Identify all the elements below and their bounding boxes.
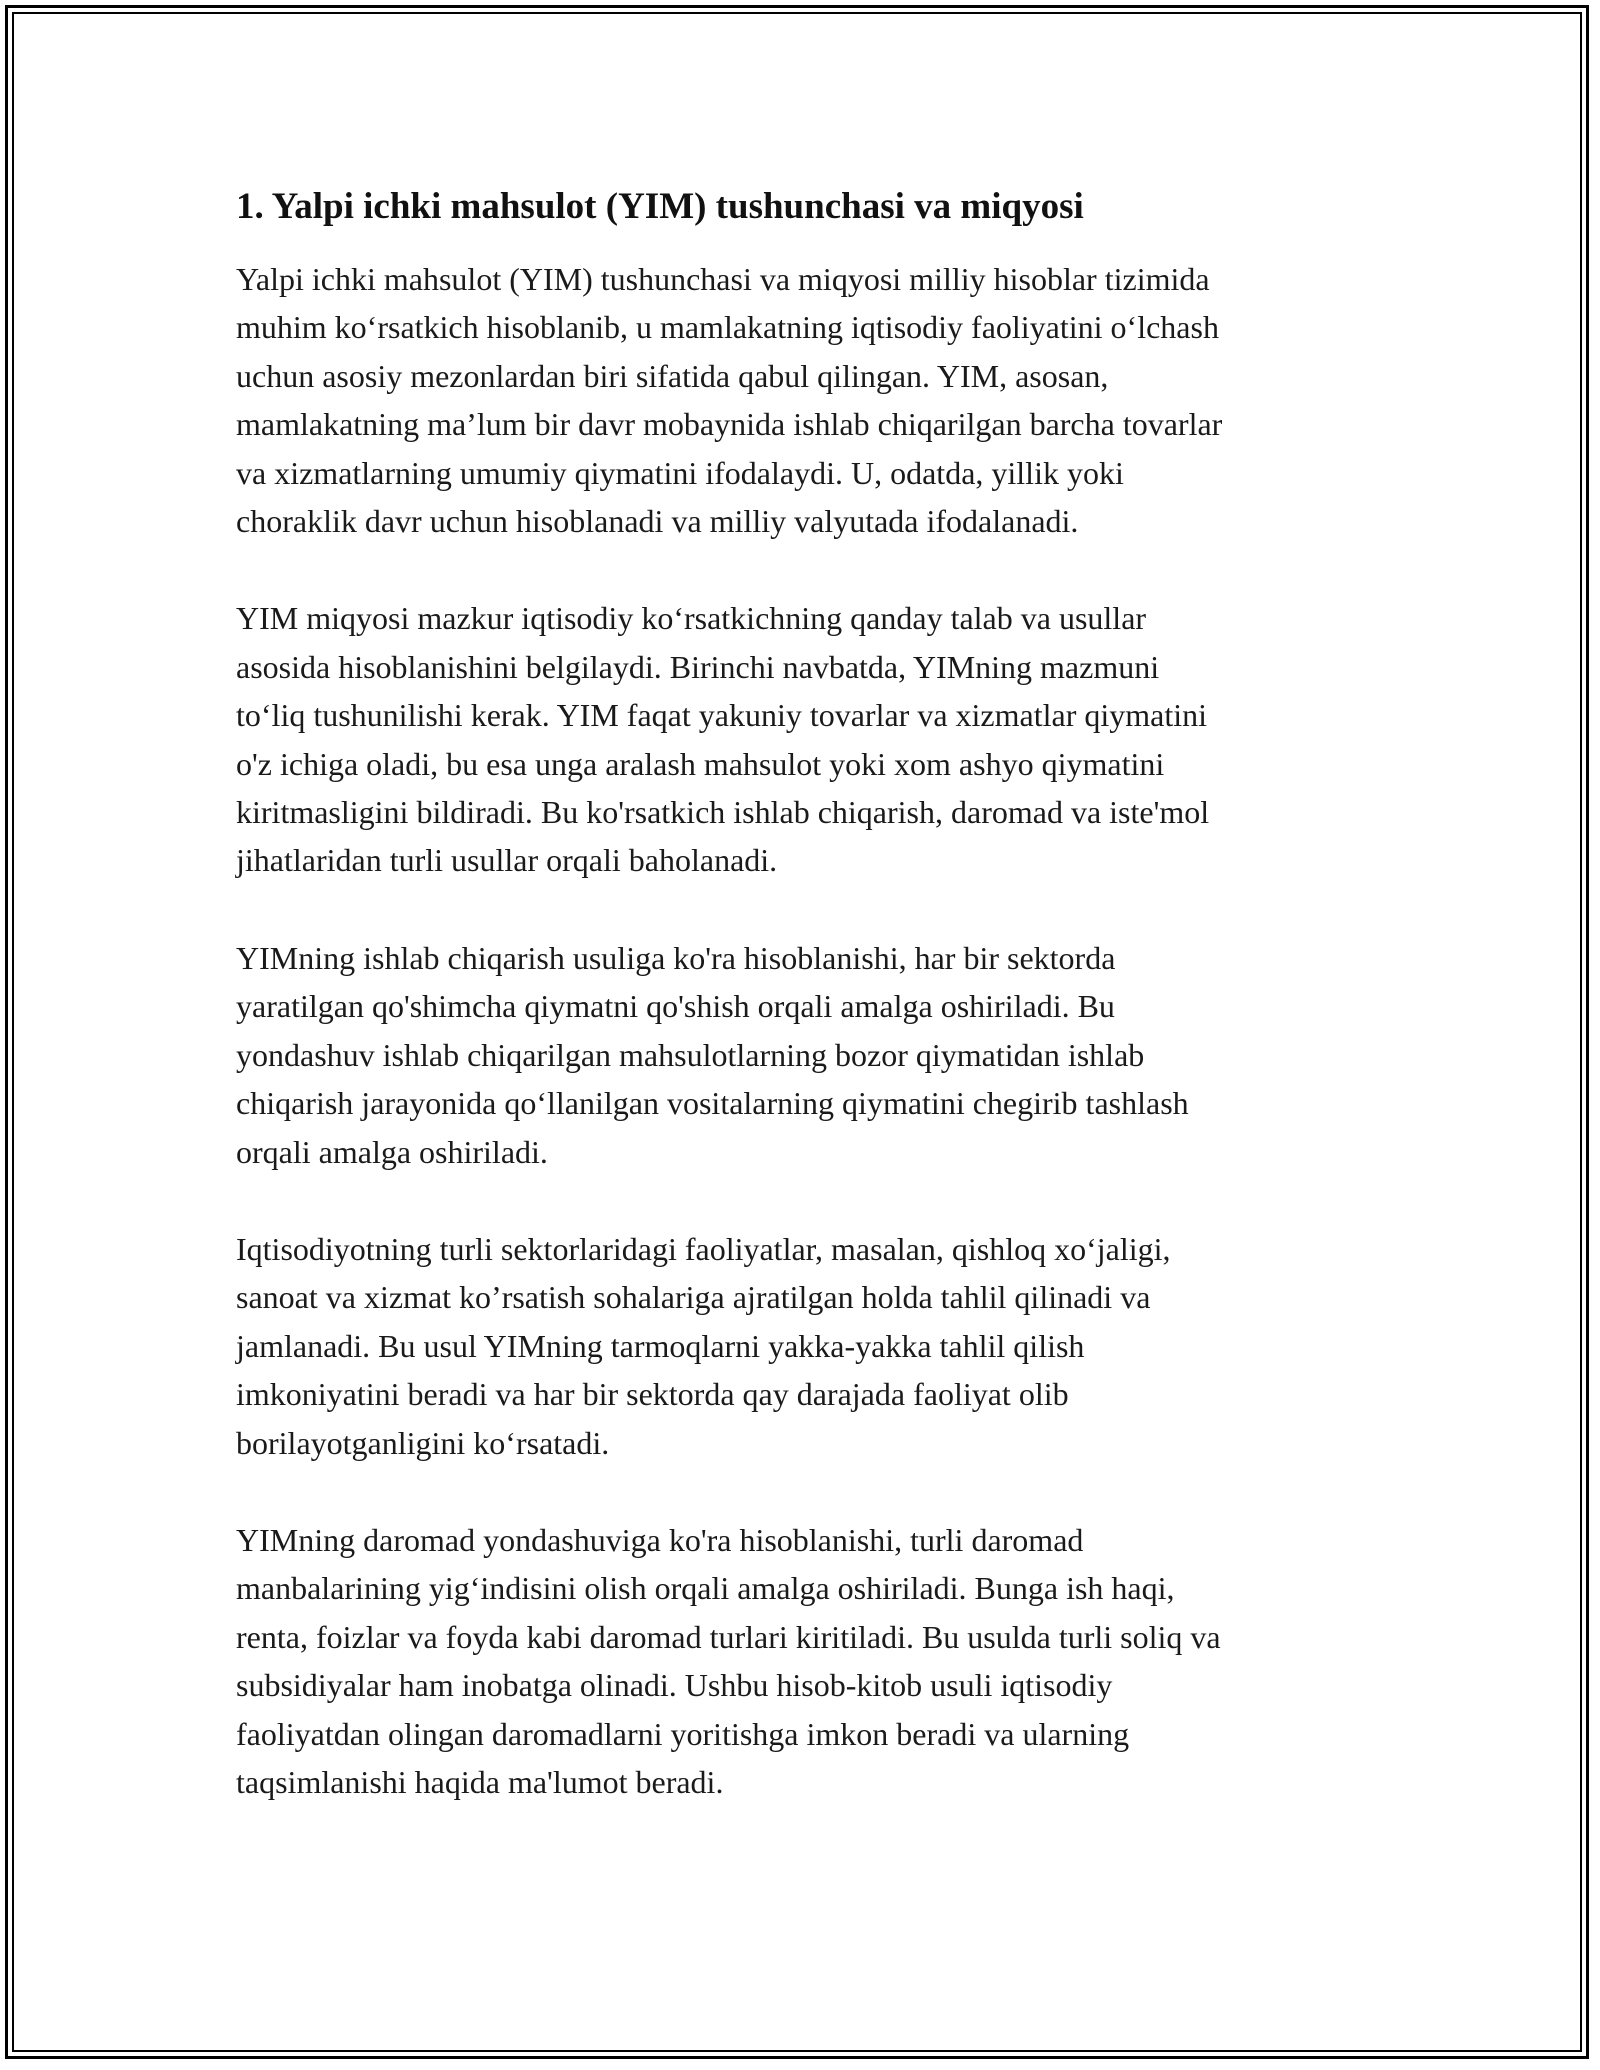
paragraph-1: Yalpi ichki mahsulot (YIM) tushunchasi va miqyosi milliy hisoblar tizimida muhim ko‘rsatkich hisoblanib, u mamlakatning iqtisodiy faoliyatini o‘lchash uchun asosiy mezonlardan biri sifatida qabul qilingan. YIM, asosan, mamlakatning ma’lum bir davr mobaynida ishlab chiqarilgan barcha tovarlar va xizmatlarning umumiy qiymatini ifodalaydi. U, odatda, yillik yoki choraklik davr uchun hisoblanadi va milliy valyutada ifodalanadi. <box>236 261 1223 540</box>
paragraph-2: YIM miqyosi mazkur iqtisodiy ko‘rsatkichning qanday talab va usullar asosida hisoblanishini belgilaydi. Birinchi navbatda, YIMning mazmuni to‘liq tushunilishi kerak. YIM faqat yakuniy tovarlar va xizmatlar qiymatini o'z ichiga oladi, bu esa unga aralash mahsulot yoki xom ashyo qiymatini kiritmasligini bildiradi. Bu ko'rsatkich ishlab chiqarish, daromad va iste'mol jihatlaridan turli usullar orqali baholanadi. <box>236 600 1210 879</box>
paragraph-4: Iqtisodiyotning turli sektorlaridagi faoliyatlar, masalan, qishloq xo‘jaligi, sanoat va xizmat ko’rsatish sohalariga ajratilgan holda tahlil qilinadi va jamlanadi. Bu usul YIMning tarmoqlarni yakka-yakka tahlil qilish imkoniyatini beradi va har bir sektorda qay darajada faoliyat olib borilayotganligini ko‘rsatadi. <box>236 1230 1171 1461</box>
paragraph-3: YIMning ishlab chiqarish usuliga ko'ra hisoblanishi, har bir sektorda yaratilgan qo'shimcha qiymatni qo'shish orqali amalga oshiriladi. Bu yondashuv ishlab chiqarilgan mahsulotlarning bozor qiymatidan ishlab chiqarish jarayonida qo‘llanilgan vositalarning qiymatini chegirib tashlash orqali amalga oshiriladi. <box>236 939 1189 1170</box>
document-body <box>236 185 1376 1855</box>
paragraph-5: YIMning daromad yondashuviga ko'ra hisoblanishi, turli daromad manbalarining yig‘indisini olish orqali amalga oshiriladi. Bunga ish haqi, renta, foizlar va foyda kabi daromad turlari kiritiladi. Bu usulda turli soliq va subsidiyalar ham inobatga olinadi. Ushbu hisob-kitob usuli iqtisodiy faoliyatdan olingan daromadlarni yoritishga imkon beradi va ularning taqsimlanishi haqida ma'lumot beradi. <box>236 1521 1221 1800</box>
section-heading: 1. Yalpi ichki mahsulot (YIM) tushunchasi va miqyosi <box>236 186 1084 227</box>
